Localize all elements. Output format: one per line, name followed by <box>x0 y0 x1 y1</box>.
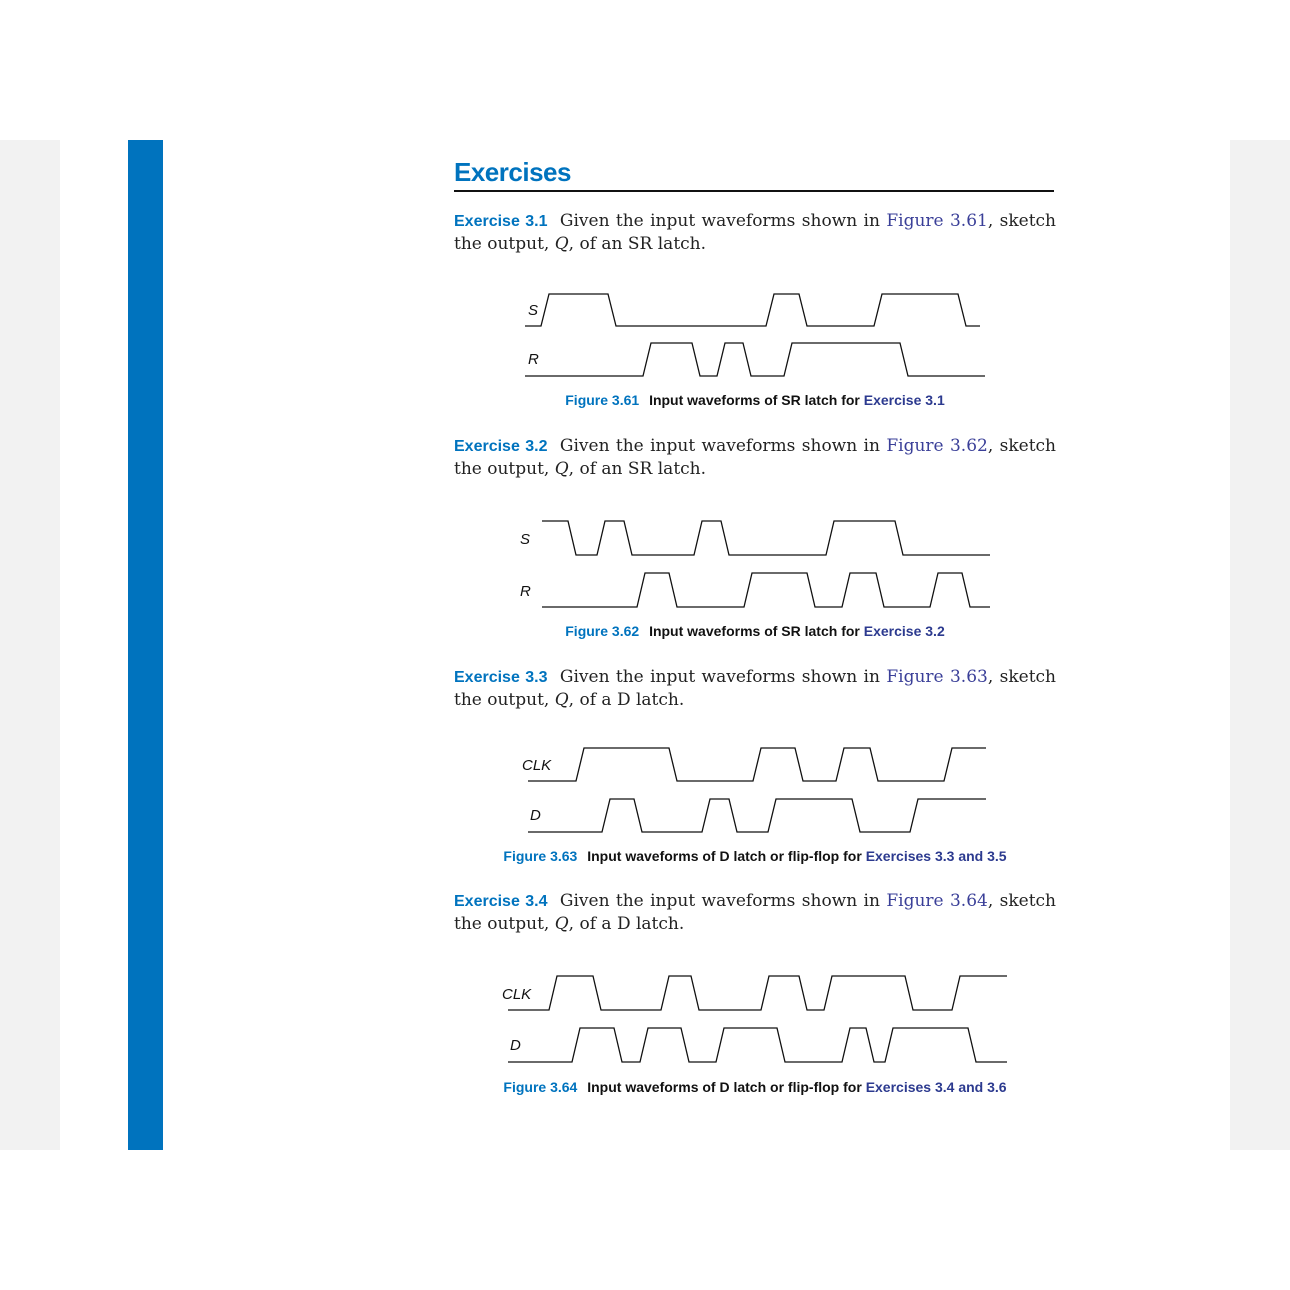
exercise-text: Given the input waveforms shown in <box>559 436 880 456</box>
caption-figure-number: Figure 3.63 <box>503 848 578 864</box>
signal-label-s: S <box>520 531 531 548</box>
figure-link[interactable]: Figure 3.62 <box>886 436 988 456</box>
output-symbol: Q <box>554 690 569 710</box>
exercise-text: Given the input waveforms shown in <box>559 891 880 911</box>
caption-3-64 <box>454 1079 1056 1095</box>
output-symbol: Q <box>554 234 569 254</box>
signal-label-s: S <box>528 302 539 319</box>
exercise-label: Exercise 3.1 <box>454 213 548 230</box>
exercise-text-cont: , sketch the output, <box>454 211 1056 254</box>
exercise-text: Given the input waveforms shown in <box>559 211 880 231</box>
exercise-label: Exercise 3.4 <box>454 893 548 910</box>
caption-figure-number: Figure 3.61 <box>565 392 640 408</box>
exercise-text-tail: , of an SR latch. <box>568 234 707 254</box>
exercise-label: Exercise 3.2 <box>454 438 548 455</box>
caption-exercise-link[interactable]: Exercise 3.2 <box>863 623 945 639</box>
exercise-text: Given the input waveforms shown in <box>559 667 880 687</box>
caption-text: Input waveforms of D latch or flip-flop for <box>587 848 862 864</box>
exercise-text-cont: , sketch the output, <box>454 667 1056 710</box>
exercise-text-tail: , of an SR latch. <box>568 459 707 479</box>
exercise-text-tail: , of a D latch. <box>568 914 685 934</box>
output-symbol: Q <box>554 914 569 934</box>
caption-figure-number: Figure 3.62 <box>565 623 640 639</box>
caption-exercise-link[interactable]: Exercises 3.3 and 3.5 <box>865 848 1007 864</box>
waveform-clk <box>508 976 1007 1010</box>
caption-text: Input waveforms of SR latch for <box>649 623 860 639</box>
caption-exercise-link[interactable]: Exercise 3.1 <box>863 392 945 408</box>
caption-text: Input waveforms of SR latch for <box>649 392 860 408</box>
exercise-text-cont: , sketch the output, <box>454 891 1056 934</box>
signal-label-r: R <box>520 583 531 600</box>
signal-label-r: R <box>528 351 539 368</box>
figure-link[interactable]: Figure 3.64 <box>886 891 988 911</box>
signal-label-d: D <box>510 1037 521 1054</box>
caption-text: Input waveforms of D latch or flip-flop for <box>587 1079 862 1095</box>
signal-label-clk: CLK <box>502 986 532 1003</box>
exercise-text-cont: , sketch the output, <box>454 436 1056 479</box>
exercise-text-tail: , of a D latch. <box>568 690 685 710</box>
exercise-label: Exercise 3.3 <box>454 669 548 686</box>
figure-link[interactable]: Figure 3.61 <box>886 211 988 231</box>
caption-exercise-link[interactable]: Exercises 3.4 and 3.6 <box>865 1079 1007 1095</box>
output-symbol: Q <box>554 459 569 479</box>
section-title: Exercises <box>454 156 1054 192</box>
figure-link[interactable]: Figure 3.63 <box>886 667 988 687</box>
signal-label-d: D <box>530 807 541 824</box>
signal-label-clk: CLK <box>522 757 552 774</box>
waveform-d <box>508 1028 1007 1062</box>
caption-figure-number: Figure 3.64 <box>503 1079 578 1095</box>
